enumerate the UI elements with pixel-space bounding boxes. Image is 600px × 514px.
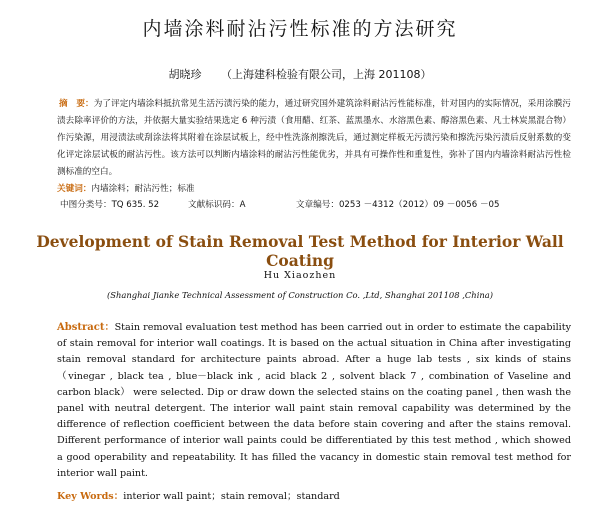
clc-number: 中图分类号：TQ 635. 52 <box>60 200 160 210</box>
chinese-author-name: 胡晓珍 <box>168 68 202 81</box>
english-abstract <box>57 320 571 482</box>
english-keywords <box>57 488 340 502</box>
chinese-title: 内墙涂料耐沾污性标准的方法研究 <box>142 18 458 40</box>
chinese-abstract <box>57 96 571 181</box>
english-keywords-text: interior wall paint；stain removal；standard <box>123 491 340 502</box>
chinese-abstract-text: 为了评定内墙涂料抵抗常见生活污渍污染的能力，通过研究国外建筑涂料耐沾污性能标准，针对国内的实际情况，采用涂膜污渍去除率评价的方法，并依据大量实验结果选定 6 种污渍（食用醋、红茶、蓝黑墨水、水溶黑色素、醇溶黑色素、凡士林炭黑混合物）作污染源，用浸渍法或刮涂法将其附着在涂层试板上，经中性洗涤剂擦洗后，通过测定样板无污渍污染和擦洗污染污渍后反射系数的变化评定涂层试板的耐沾污性。该方法可以判断内墙涂料的耐沾污性能优劣，并具有可操作性和重复性，弥补了国内内墙涂料耐沾污性检测标准的空白。 <box>57 99 571 177</box>
english-title: Development of Stain Removal Test Method for Interior Wall Coating <box>36 232 564 270</box>
english-affiliation: (Shanghai Jianke Technical Assessment of Construction Co. ,Ltd, Shanghai 201108 ,China) <box>106 290 494 300</box>
chinese-author-line <box>0 66 600 82</box>
chinese-classification-line <box>60 198 580 210</box>
chinese-affiliation: （上海建科检验有限公司，上海 201108） <box>221 68 432 81</box>
chinese-keywords-text: 内墙涂料；耐沾污性；标准 <box>91 184 195 194</box>
chinese-keywords <box>57 182 195 194</box>
english-abstract-label: Abstract： <box>57 322 115 333</box>
document-code: 文献标识码：A <box>188 200 246 210</box>
chinese-keywords-label: 关键词： <box>57 184 92 194</box>
english-author: Hu Xiaozhen <box>263 270 337 281</box>
english-abstract-text: Stain removal evaluation test method has been carried out in order to estimate the capability of stain removal for interior wall coatings. It is based on the actual situation in China after investigating stain removal standard for architecture paints abroad. After a huge lab tests , six kinds of stains （vinegar , black tea , blue－black ink , acid black 2 , solvent black 7 , combination of Vaseline and carbon black） were selected. Dip or draw down the selected stains on the coating panel , then wash the panel with neutral detergent. The interior wall paint stain removal capability was determined by the difference of reflection coefficient between the data before stain covering and after the stains removal. Different performance of interior wall paints could be differentiated by this test method , which showed a good operability and repeatability. It has filled the vacancy in domestic stain removal test method for interior wall paint. <box>57 322 571 479</box>
article-number: 文章编号：0253 －4312（2012）09 －0056 －05 <box>296 200 500 210</box>
english-keywords-label: Key Words： <box>57 491 124 502</box>
chinese-abstract-label: 摘 要： <box>59 99 94 109</box>
